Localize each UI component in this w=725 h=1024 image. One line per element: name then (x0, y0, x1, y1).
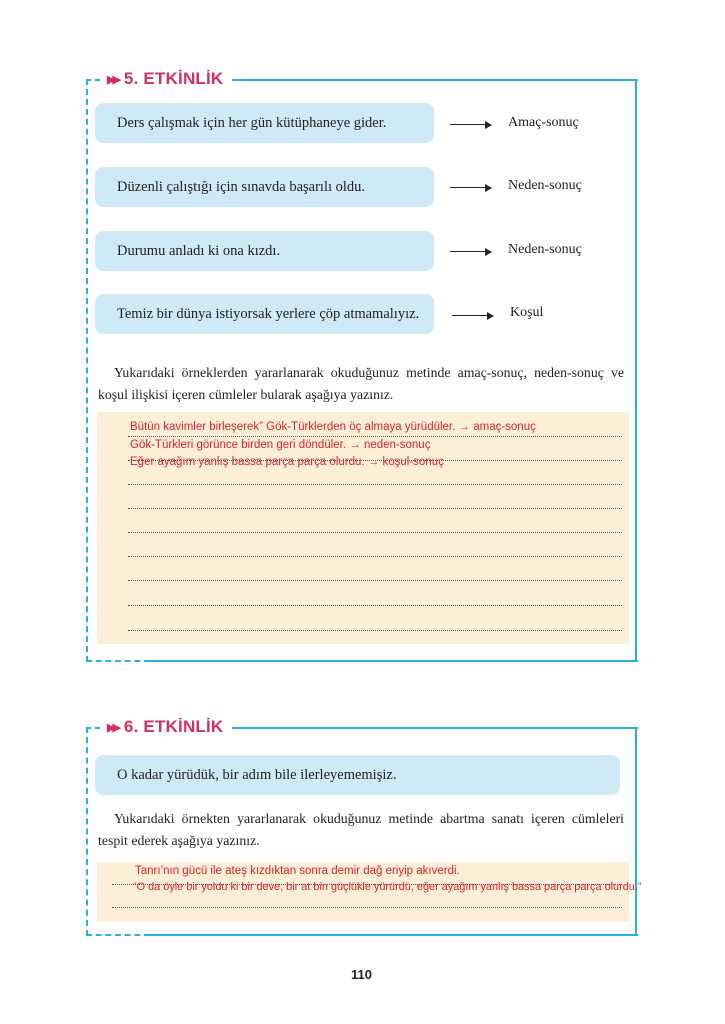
answer-line (128, 556, 622, 557)
activity-6-frame-top (232, 727, 638, 729)
answer-line (128, 580, 622, 581)
handwritten-answer-1: Bütün kavimler birleşerek” Gök-Türklerden öç almaya yürüdüler. → amaç-sonuç (130, 421, 536, 433)
example-sentence: O kadar yürüdük, bir adım bile ilerleyememişiz. (95, 755, 620, 795)
arrow-icon (452, 315, 492, 316)
handwritten-answer-1: Tanrı’nın gücü ile ateş kızdıktan sonra demir dağ eriyip akıverdi. (135, 865, 460, 877)
example-sentence-4: Temiz bir dünya istiyorsak yerlere çöp atmamalıyız. (95, 294, 434, 334)
activity-6-title (103, 715, 227, 739)
arrow-icon (450, 251, 490, 252)
activity-5-frame-right (635, 79, 637, 662)
answer-line (128, 630, 622, 631)
activity-5-frame-top-dash (86, 79, 100, 81)
activity-6-frame-right (635, 727, 637, 936)
activity-5-instruction-text: Yukarıdaki örneklerden yararlanarak okuduğunuz metinde amaç-sonuç, neden-sonuç ve koşul ilişkisi içeren cümleler bularak aşağıya yazınız. (98, 365, 624, 402)
activity-6-instruction-text: Yukarıdaki örnekten yararlanarak okuduğunuz metinde abartma sanatı içeren cümleleri tespit ederek aşağıya yazınız. (98, 811, 624, 848)
activity-6-frame-top-dash (86, 727, 100, 729)
double-arrow-icon: ▶▶ (107, 73, 118, 86)
activity-5-frame-left (86, 79, 88, 662)
activity-5-title (103, 67, 227, 91)
relation-label-2: Neden-sonuç (508, 178, 582, 193)
example-sentence-1: Ders çalışmak için her gün kütüphaneye gider. (95, 103, 434, 143)
activity-5-frame-bottom (150, 660, 638, 662)
relation-label-4: Koşul (510, 305, 544, 320)
relation-label-1: Amaç-sonuç (508, 115, 579, 130)
answer-line (128, 436, 622, 437)
activity-6-frame-bottom-dash (86, 934, 150, 936)
handwritten-answer-2: “O da öyle bir yoldu ki bir deve, bir at bin güçlükle yürürdü, eğer ayağım yanlış bassa parça parça olurdu.” (133, 881, 642, 893)
arrow-icon (450, 187, 490, 188)
answer-line (128, 605, 622, 606)
activity-6-frame-left (86, 727, 88, 936)
answer-line (128, 532, 622, 533)
activity-5-frame-top (232, 79, 638, 81)
answer-line (128, 508, 622, 509)
activity-6-title-text: 6. ETKİNLİK (123, 717, 224, 736)
activity-5-title-text: 5. ETKİNLİK (123, 69, 224, 88)
double-arrow-icon: ▶▶ (107, 721, 118, 734)
answer-line (128, 484, 622, 485)
arrow-icon (450, 124, 490, 125)
activity-6-instruction (98, 808, 624, 852)
handwritten-answer-2: Gök-Türkleri görünce birden geri döndüler. → neden-sonuç (130, 439, 431, 451)
relation-label-3: Neden-sonuç (508, 242, 582, 257)
example-sentence-2: Düzenli çalıştığı için sınavda başarılı oldu. (95, 167, 434, 207)
activity-5-instruction (98, 362, 624, 406)
activity-6-frame-bottom (150, 934, 638, 936)
answer-line (112, 907, 622, 908)
page-number: 110 (351, 967, 372, 982)
example-sentence-3: Durumu anladı ki ona kızdı. (95, 231, 434, 271)
activity-5-frame-bottom-dash (86, 660, 150, 662)
handwritten-answer-3: Eğer ayağım yanlış bassa parça parça olurdu. → koşul-sonuç (130, 456, 444, 468)
